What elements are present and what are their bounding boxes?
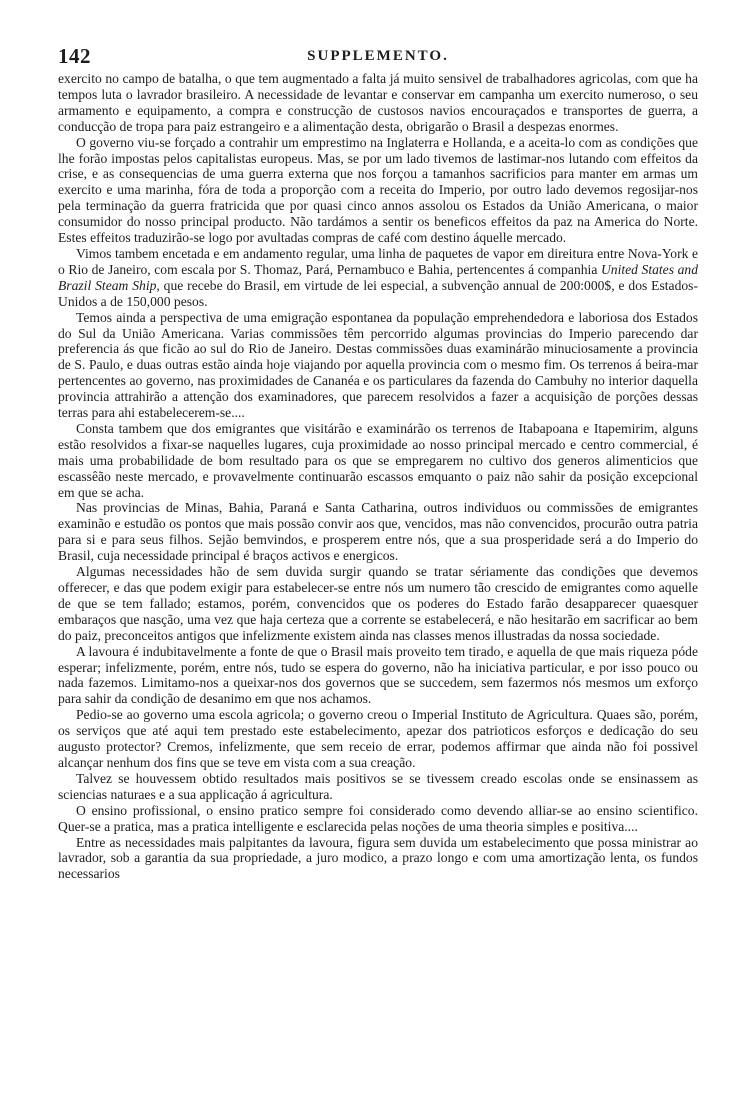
- paragraph: Pedio-se ao governo uma escola agricola; o governo creou o Imperial Instituto de Agricultura. Quaes são, porém, os serviços que até aqui tem prestado este estabelecimento, apezar dos patrioticos esforços e dedicação do seu augusto protector? Cremos, infelizmente, que sem receio de errar, podemos affirmar que ainda não foi possivel alcançar nenhum dos fins que se teve em vista com a sua creação.: [58, 707, 698, 770]
- paragraph: O governo viu-se forçado a contrahir um emprestimo na Inglaterra e Hollanda, e a aceita-lo com as condições que lhe forão impostas pelos capitalistas europeus. Mas, se por um lado tivemos de lastimar-nos lutando com effeitos da crise, e as consequencias de uma guerra externa que nos forçou a tamanhos sacrificios para manter em armas um exercito e uma marinha, fóra de toda a proporção com a receita do Imperio, por outro lado devemos regosijar-nos pela terminação da guerra fratricida que por quasi cinco annos assolou os Estados da União Americana, o maior consumidor do nosso principal producto. Não tardámos a sentir os beneficos effeitos da paz na America do Norte. Estes effeitos traduzirão-se logo por avultadas compras de café com destino áquelle mercado.: [58, 134, 698, 246]
- page-title: SUPPLEMENTO.: [307, 48, 449, 64]
- paragraph: Talvez se houvessem obtido resultados mais positivos se se tivessem creado escolas onde se ensinassem as sciencias naturaes e a sua applicação á agricultura.: [58, 770, 698, 802]
- page-number: 142: [58, 44, 91, 68]
- paragraph: Algumas necessidades hão de sem duvida surgir quando se tratar sériamente das condições que devemos offerecer, e das que podem exigir para estabelecer-se entre nós um numero tão crescido de emigrantes como aquelle de que se tem fallado; estamos, porém, convencidos que os poderes do Estado farão desapparecer quaesquer embaraços que nasção, uma vez que haja certeza que a corrente se estabelecerá, e não hesitarão em sacrificar ao bem do paiz, preconceitos antigos que infelizmente existem ainda nas classes menos illustradas da nossa sociedade.: [58, 564, 698, 643]
- paragraph: O ensino profissional, o ensino pratico sempre foi considerado como devendo alliar-se ao ensino scientifico. Quer-se a pratica, mas a pratica intelligente e esclarecida pelas noções de uma theoria simples e positiva....: [58, 802, 698, 834]
- paragraph: Entre as necessidades mais palpitantes da lavoura, figura sem duvida um estabelecimento que possa ministrar ao lavrador, sob a garantia da sua propriedade, a juro modico, a prazo longo e com uma amortização lenta, os fundos necessarios: [58, 834, 698, 882]
- paragraph: Vimos tambem encetada e em andamento regular, uma linha de paquetes de vapor em direitura entre Nova-York e o Rio de Janeiro, com escala por S. Thomaz, Pará, Pernambuco e Bahia, pertencentes á companhia United States and Brazil Steam Ship, que recebe do Brasil, em virtude de lei especial, a subvenção annual de 200:000$, e dos Estados-Unidos a de 150,000 pesos.: [58, 245, 698, 309]
- company-name: United States and Brazil Steam Ship: [58, 261, 698, 293]
- paragraph: Consta tambem que dos emigrantes que visitárão e examinárão os terrenos de Itabapoana e Itapemirim, alguns estão resolvidos a fixar-se naquelles lugares, cuja proximidade ao nosso principal mercado e centro commercial, é mais uma probabilidade de bom resultado para os que se empregarem no cultivo dos generos alimenticios que escassêão neste mercado, e provavelmente continuarão escassos emquanto o paiz não sahir da posição excepcional em que se acha.: [58, 420, 698, 500]
- paragraph: exercito no campo de batalha, o que tem augmentado a falta já muito sensivel de trabalhadores agricolas, com que ha tempos luta o lavrador brasileiro. A necessidade de levantar e conservar em campanha um exercito numeroso, o seu armamento e equipamento, a compra e construcção de custosos navios encouraçados e transportes de guerra, a conducção de tropa para paiz estrangeiro e a alimentação desta, obrigarão o Brasil a despezas enormes.: [58, 71, 698, 134]
- paragraph: Temos ainda a perspectiva de uma emigração espontanea da população emprehendedora e laboriosa dos Estados do Sul da União Americana. Varias commissões têm percorrido algumas provincias do Imperio parecendo dar preferencia ás que ficão ao sul do Rio de Janeiro. Destas commissões duas examinárão minuciosamente a provincia de S. Paulo, e duas outras estão ainda hoje viajando por aquella provincia com o mesmo fim. Os terrenos á beira-mar pertencentes ao governo, nas proximidades de Cananéa e os particulares da fazenda do Cambuhy no interior daquella provincia attrahirão a attenção dos examinadores, que parecem resolvidos a fazer a acquisição de porções dessas terras para ahi estabelecerem-se....: [58, 309, 698, 421]
- paragraph: Nas provincias de Minas, Bahia, Paraná e Santa Catharina, outros individuos ou commissões de emigrantes examinão e estudão os pontos que mais possão convir aos que, vencidos, mas não convencidos, procurão outra patria para si e para seus filhos. Sejão bemvindos, e prosperem entre nós, que a sua prosperidade será a do Imperio do Brasil, cuja necessidade principal é braços activos e energicos.: [58, 500, 698, 564]
- page-header: [58, 44, 698, 68]
- body-text: [58, 71, 698, 882]
- paragraph: A lavoura é indubitavelmente a fonte de que o Brasil mais proveito tem tirado, e aquella de que mais riqueza póde esperar; infelizmente, porém, entre nós, tudo se espera do governo, não ha iniciativa particular, e por isso pouco ou nada fazemos. Limitamo-nos a queixar-nos dos governos que se succedem, sem fazermos nós mesmos um exforço para sahir da condição de desanimo em que nos achamos.: [58, 643, 698, 707]
